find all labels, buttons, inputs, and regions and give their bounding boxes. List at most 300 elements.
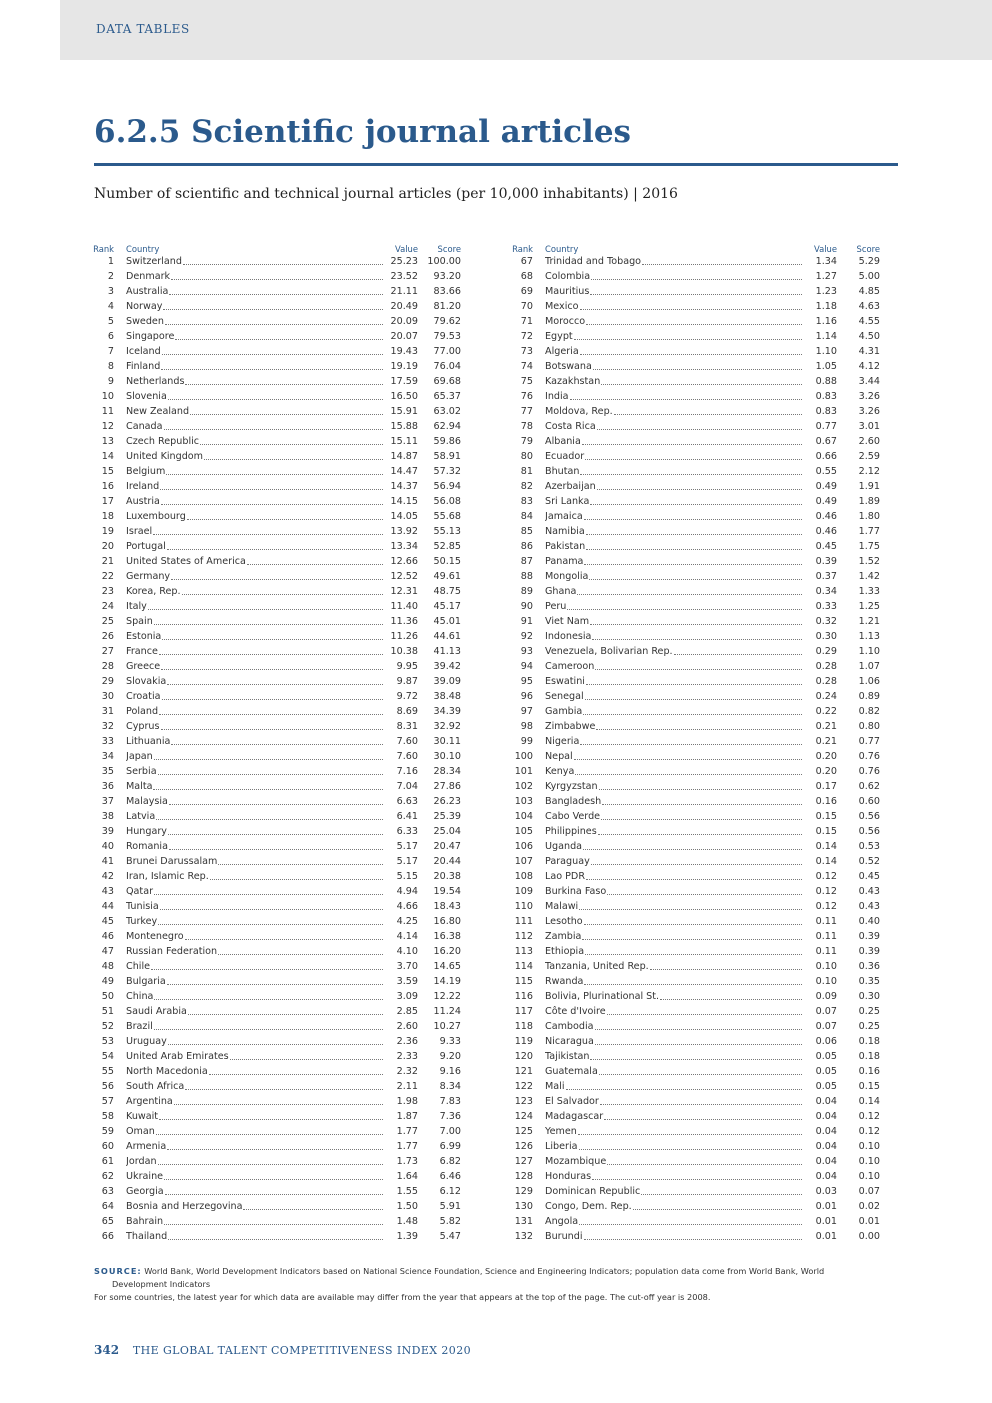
- country-name: Gambia: [545, 706, 583, 717]
- rank-cell: 97: [520, 706, 533, 717]
- table-row: [512, 779, 888, 794]
- score-cell: 30.11: [433, 736, 461, 747]
- value-cell: 4.94: [396, 886, 418, 897]
- dot-leader: [579, 1224, 802, 1225]
- country-name: Belgium: [126, 466, 166, 477]
- score-cell: 56.94: [433, 481, 461, 492]
- dot-leader: [167, 984, 383, 985]
- rank-cell: 27: [101, 646, 114, 657]
- value-cell: 11.36: [390, 616, 418, 627]
- value-cell: 0.10: [815, 961, 837, 972]
- table-row: [512, 854, 888, 869]
- score-cell: 0.56: [858, 811, 880, 822]
- country-cell: [545, 436, 803, 447]
- country-cell: [545, 1006, 803, 1017]
- country-cell: [126, 1201, 384, 1212]
- source-text-continued: Development Indicators: [112, 1279, 211, 1289]
- value-cell: 0.28: [815, 676, 837, 687]
- rank-cell: 62: [101, 1171, 114, 1182]
- value-cell: 1.34: [815, 256, 837, 267]
- dot-leader: [158, 924, 383, 925]
- rank-cell: 45: [101, 916, 114, 927]
- country-cell: [545, 1021, 803, 1032]
- column-header-rank: Rank: [512, 244, 533, 254]
- dot-leader: [584, 519, 802, 520]
- country-cell: [545, 466, 803, 477]
- country-cell: [545, 1201, 803, 1212]
- score-cell: 1.91: [858, 481, 880, 492]
- dot-leader: [602, 804, 802, 805]
- score-cell: 63.02: [433, 406, 461, 417]
- rank-cell: 11: [101, 406, 114, 417]
- table-row: [512, 644, 888, 659]
- rank-cell: 12: [101, 421, 114, 432]
- score-cell: 19.54: [433, 886, 461, 897]
- dot-leader: [160, 909, 383, 910]
- score-cell: 5.00: [858, 271, 880, 282]
- table-row: [93, 674, 469, 689]
- country-name: Portugal: [126, 541, 166, 552]
- dot-leader: [154, 624, 383, 625]
- table-row: [93, 659, 469, 674]
- table-row: [512, 629, 888, 644]
- value-cell: 0.34: [815, 586, 837, 597]
- score-cell: 25.04: [433, 826, 461, 837]
- value-cell: 0.12: [815, 886, 837, 897]
- rank-cell: 64: [101, 1201, 114, 1212]
- dot-leader: [163, 309, 383, 310]
- table-row: [93, 824, 469, 839]
- country-name: Tanzania, United Rep.: [545, 961, 649, 972]
- table-row: [512, 1154, 888, 1169]
- score-cell: 65.37: [433, 391, 461, 402]
- dot-leader: [633, 1209, 802, 1210]
- page-footer: [94, 1343, 471, 1357]
- country-cell: [545, 331, 803, 342]
- country-name: India: [545, 391, 569, 402]
- value-cell: 12.52: [390, 571, 418, 582]
- score-cell: 83.66: [433, 286, 461, 297]
- value-cell: 0.04: [815, 1171, 837, 1182]
- table-row: [93, 284, 469, 299]
- country-cell: [545, 931, 803, 942]
- dot-leader: [585, 954, 802, 955]
- country-name: Angola: [545, 1216, 579, 1227]
- rank-cell: 16: [101, 481, 114, 492]
- country-name: United States of America: [126, 556, 246, 567]
- footnote-note: For some countries, the latest year for which data are available may differ from the year that appears at the top of the page. The cut-off year is 2008.: [94, 1292, 711, 1302]
- score-cell: 16.20: [433, 946, 461, 957]
- dot-leader: [642, 264, 802, 265]
- score-cell: 11.24: [433, 1006, 461, 1017]
- score-cell: 1.75: [858, 541, 880, 552]
- score-cell: 1.52: [858, 556, 880, 567]
- table-row: [512, 314, 888, 329]
- dot-leader: [598, 834, 802, 835]
- country-cell: [545, 676, 803, 687]
- score-cell: 0.10: [858, 1141, 880, 1152]
- dot-leader: [575, 774, 802, 775]
- dot-leader: [166, 474, 383, 475]
- value-cell: 2.32: [396, 1066, 418, 1077]
- dot-leader: [210, 879, 383, 880]
- country-cell: [545, 601, 803, 612]
- table-row: [512, 494, 888, 509]
- dot-leader: [168, 834, 383, 835]
- score-cell: 6.12: [439, 1186, 461, 1197]
- dot-leader: [592, 639, 802, 640]
- rank-cell: 43: [101, 886, 114, 897]
- table-row: [512, 689, 888, 704]
- country-name: Lao PDR: [545, 871, 585, 882]
- rank-cell: 86: [520, 541, 533, 552]
- country-cell: [126, 1231, 384, 1242]
- dot-leader: [614, 414, 802, 415]
- table-row: [93, 269, 469, 284]
- table-row: [93, 569, 469, 584]
- country-name: Venezuela, Bolivarian Rep.: [545, 646, 673, 657]
- rank-cell: 14: [101, 451, 114, 462]
- score-cell: 0.18: [858, 1051, 880, 1062]
- table-row: [512, 1124, 888, 1139]
- country-cell: [126, 886, 384, 897]
- table-row: [512, 704, 888, 719]
- dot-leader: [167, 684, 383, 685]
- dot-leader: [641, 1194, 802, 1195]
- country-name: Côte d'Ivoire: [545, 1006, 606, 1017]
- country-cell: [126, 451, 384, 462]
- country-cell: [545, 796, 803, 807]
- country-cell: [545, 451, 803, 462]
- table-row: [93, 614, 469, 629]
- dot-leader: [185, 384, 383, 385]
- value-cell: 0.14: [815, 856, 837, 867]
- country-cell: [545, 961, 803, 972]
- dot-leader: [154, 999, 383, 1000]
- table-row: [512, 344, 888, 359]
- country-cell: [545, 631, 803, 642]
- country-cell: [126, 721, 384, 732]
- rank-cell: 8: [107, 361, 114, 372]
- column-header-country: Country: [545, 244, 579, 254]
- dot-leader: [167, 549, 383, 550]
- value-cell: 0.04: [815, 1156, 837, 1167]
- dot-leader: [165, 1194, 383, 1195]
- country-cell: [545, 781, 803, 792]
- rank-cell: 66: [101, 1231, 114, 1242]
- value-cell: 0.21: [815, 721, 837, 732]
- country-name: Ethiopia: [545, 946, 585, 957]
- value-cell: 0.04: [815, 1111, 837, 1122]
- rank-cell: 103: [514, 796, 533, 807]
- country-cell: [126, 991, 384, 1002]
- country-name: Mali: [545, 1081, 565, 1092]
- rank-cell: 101: [514, 766, 533, 777]
- country-name: Botswana: [545, 361, 592, 372]
- score-cell: 28.34: [433, 766, 461, 777]
- table-row: [512, 404, 888, 419]
- table-row: [512, 839, 888, 854]
- country-name: Russian Federation: [126, 946, 218, 957]
- rank-cell: 113: [514, 946, 533, 957]
- score-cell: 4.12: [858, 361, 880, 372]
- rank-cell: 79: [520, 436, 533, 447]
- table-row: [93, 299, 469, 314]
- country-cell: [126, 661, 384, 672]
- dot-leader: [583, 849, 802, 850]
- dot-leader: [574, 339, 802, 340]
- country-name: Georgia: [126, 1186, 164, 1197]
- country-name: Jamaica: [545, 511, 583, 522]
- score-cell: 0.89: [858, 691, 880, 702]
- country-cell: [126, 691, 384, 702]
- table-row: [93, 1004, 469, 1019]
- table-row: [93, 404, 469, 419]
- value-cell: 1.18: [815, 301, 837, 312]
- score-cell: 0.43: [858, 901, 880, 912]
- country-cell: [545, 586, 803, 597]
- value-cell: 0.45: [815, 541, 837, 552]
- score-cell: 0.12: [858, 1111, 880, 1122]
- value-cell: 14.15: [390, 496, 418, 507]
- country-name: Bangladesh: [545, 796, 602, 807]
- value-cell: 0.67: [815, 436, 837, 447]
- country-name: Nicaragua: [545, 1036, 594, 1047]
- table-row: [512, 929, 888, 944]
- rank-cell: 116: [514, 991, 533, 1002]
- country-name: Kuwait: [126, 1111, 159, 1122]
- value-cell: 2.85: [396, 1006, 418, 1017]
- score-cell: 6.46: [439, 1171, 461, 1182]
- value-cell: 2.33: [396, 1051, 418, 1062]
- country-cell: [126, 406, 384, 417]
- value-cell: 14.47: [390, 466, 418, 477]
- dot-leader: [151, 969, 383, 970]
- dot-leader: [153, 534, 383, 535]
- value-cell: 0.29: [815, 646, 837, 657]
- source-text: World Bank, World Development Indicators based on National Science Foundation, Science and Engineering Indicators; population data come from World Bank, World: [144, 1266, 825, 1276]
- table-row: [93, 479, 469, 494]
- country-cell: [126, 496, 384, 507]
- country-cell: [545, 901, 803, 912]
- dot-leader: [174, 1104, 383, 1105]
- value-cell: 0.46: [815, 511, 837, 522]
- score-cell: 7.00: [439, 1126, 461, 1137]
- country-name: Switzerland: [126, 256, 182, 267]
- value-cell: 11.26: [390, 631, 418, 642]
- table-row: [93, 1079, 469, 1094]
- dot-leader: [168, 1044, 383, 1045]
- country-name: Kenya: [545, 766, 575, 777]
- dot-leader: [589, 579, 802, 580]
- dot-leader: [218, 864, 383, 865]
- rank-cell: 112: [514, 931, 533, 942]
- dot-leader: [209, 1074, 383, 1075]
- country-cell: [545, 721, 803, 732]
- table-row: [93, 989, 469, 1004]
- table-row: [512, 539, 888, 554]
- rank-cell: 37: [101, 796, 114, 807]
- country-cell: [545, 346, 803, 357]
- score-cell: 3.01: [858, 421, 880, 432]
- dot-leader: [159, 714, 383, 715]
- rank-cell: 88: [520, 571, 533, 582]
- table-row: [93, 509, 469, 524]
- country-name: El Salvador: [545, 1096, 599, 1107]
- score-cell: 0.10: [858, 1171, 880, 1182]
- country-name: Chile: [126, 961, 151, 972]
- value-cell: 0.77: [815, 421, 837, 432]
- dot-leader: [578, 1134, 802, 1135]
- score-cell: 1.21: [858, 616, 880, 627]
- value-cell: 14.05: [390, 511, 418, 522]
- country-cell: [545, 706, 803, 717]
- value-cell: 2.36: [396, 1036, 418, 1047]
- table-row: [93, 899, 469, 914]
- country-cell: [545, 406, 803, 417]
- table-row: [512, 764, 888, 779]
- table-row: [93, 344, 469, 359]
- country-name: Mauritius: [545, 286, 590, 297]
- score-cell: 0.30: [858, 991, 880, 1002]
- dot-leader: [162, 699, 384, 700]
- table-row: [512, 719, 888, 734]
- table-row: [512, 269, 888, 284]
- value-cell: 0.12: [815, 901, 837, 912]
- table-row: [512, 1229, 888, 1244]
- country-name: Qatar: [126, 886, 154, 897]
- country-cell: [545, 286, 803, 297]
- rank-cell: 6: [107, 331, 114, 342]
- score-cell: 0.77: [858, 736, 880, 747]
- country-name: Nepal: [545, 751, 573, 762]
- title-divider: [94, 163, 898, 166]
- country-cell: [545, 826, 803, 837]
- rank-cell: 99: [520, 736, 533, 747]
- dot-leader: [158, 774, 383, 775]
- dot-leader: [607, 1014, 802, 1015]
- country-cell: [545, 871, 803, 882]
- table-row: [512, 1214, 888, 1229]
- column-header-score: Score: [856, 244, 880, 254]
- country-name: Zambia: [545, 931, 582, 942]
- score-cell: 20.38: [433, 871, 461, 882]
- dot-leader: [574, 759, 802, 760]
- country-cell: [126, 871, 384, 882]
- rank-cell: 76: [520, 391, 533, 402]
- country-name: Italy: [126, 601, 147, 612]
- value-cell: 1.73: [396, 1156, 418, 1167]
- dot-leader: [580, 354, 802, 355]
- country-cell: [545, 751, 803, 762]
- country-name: Moldova, Rep.: [545, 406, 613, 417]
- country-cell: [545, 511, 803, 522]
- dot-leader: [583, 714, 802, 715]
- table-row: [93, 359, 469, 374]
- table-row: [93, 329, 469, 344]
- country-cell: [545, 646, 803, 657]
- country-name: Liberia: [545, 1141, 578, 1152]
- country-cell: [126, 841, 384, 852]
- country-cell: [545, 766, 803, 777]
- country-cell: [126, 421, 384, 432]
- rank-cell: 102: [514, 781, 533, 792]
- country-name: Cambodia: [545, 1021, 594, 1032]
- country-name: Israel: [126, 526, 153, 537]
- dot-leader: [161, 369, 383, 370]
- value-cell: 0.14: [815, 841, 837, 852]
- score-cell: 0.15: [858, 1081, 880, 1092]
- dot-leader: [168, 399, 383, 400]
- country-cell: [126, 556, 384, 567]
- rank-cell: 7: [107, 346, 114, 357]
- value-cell: 13.92: [390, 526, 418, 537]
- score-cell: 0.52: [858, 856, 880, 867]
- dot-leader: [156, 819, 383, 820]
- score-cell: 14.19: [433, 976, 461, 987]
- score-cell: 0.10: [858, 1156, 880, 1167]
- score-cell: 4.63: [858, 301, 880, 312]
- country-name: Zimbabwe: [545, 721, 596, 732]
- country-cell: [545, 391, 803, 402]
- dot-leader: [590, 504, 802, 505]
- value-cell: 0.11: [815, 931, 837, 942]
- value-cell: 0.03: [815, 1186, 837, 1197]
- dot-leader: [584, 984, 802, 985]
- country-name: Finland: [126, 361, 161, 372]
- score-cell: 0.14: [858, 1096, 880, 1107]
- score-cell: 1.42: [858, 571, 880, 582]
- table-row: [512, 809, 888, 824]
- table-row: [512, 1034, 888, 1049]
- value-cell: 1.48: [396, 1216, 418, 1227]
- rank-cell: 89: [520, 586, 533, 597]
- rank-cell: 128: [514, 1171, 533, 1182]
- rank-cell: 33: [101, 736, 114, 747]
- table-row: [93, 539, 469, 554]
- country-cell: [126, 1126, 384, 1137]
- dot-leader: [169, 804, 383, 805]
- dot-leader: [601, 819, 802, 820]
- table-row: [93, 1094, 469, 1109]
- score-cell: 1.77: [858, 526, 880, 537]
- dot-leader: [218, 954, 383, 955]
- value-cell: 1.39: [396, 1231, 418, 1242]
- rank-cell: 4: [107, 301, 114, 312]
- country-name: Bahrain: [126, 1216, 164, 1227]
- score-cell: 50.15: [433, 556, 461, 567]
- country-cell: [545, 691, 803, 702]
- table-row: [512, 1079, 888, 1094]
- country-name: Guatemala: [545, 1066, 598, 1077]
- dot-leader: [161, 729, 384, 730]
- table-row: [93, 839, 469, 854]
- score-cell: 5.91: [439, 1201, 461, 1212]
- country-name: Brunei Darussalam: [126, 856, 218, 867]
- country-cell: [545, 886, 803, 897]
- dot-leader: [586, 534, 802, 535]
- rank-cell: 44: [101, 901, 114, 912]
- score-cell: 1.13: [858, 631, 880, 642]
- value-cell: 0.15: [815, 811, 837, 822]
- score-cell: 49.61: [433, 571, 461, 582]
- country-name: France: [126, 646, 158, 657]
- score-cell: 93.20: [433, 271, 461, 282]
- rank-cell: 71: [520, 316, 533, 327]
- country-name: Viet Nam: [545, 616, 590, 627]
- score-cell: 0.60: [858, 796, 880, 807]
- country-name: Jordan: [126, 1156, 157, 1167]
